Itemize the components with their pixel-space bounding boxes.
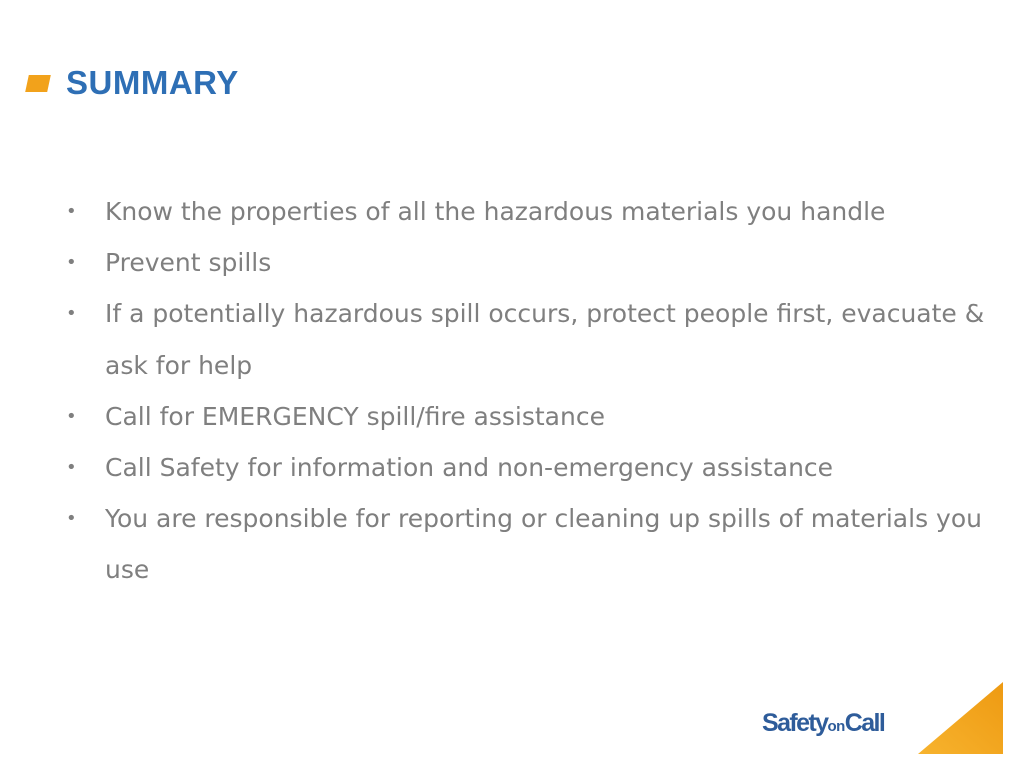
logo-text-on: on [827,718,845,735]
bullet-text: If a potentially hazardous spill occurs, protect people first, evacuate & ask for help [105,299,985,380]
bullet-text: You are responsible for reporting or cleaning up spills of materials you use [105,504,982,585]
bullet-dot-icon: • [66,405,77,427]
bullet-dot-icon: • [66,303,77,325]
corner-triangle-decoration [918,682,1003,754]
bullet-text: Know the properties of all the hazardous materials you handle [105,197,886,226]
bullet-item [60,237,990,288]
bullet-text: Call for EMERGENCY spill/fire assistance [105,401,605,431]
bullet-item [60,442,990,493]
bullet-text: Call Safety for information and non-emergency assistance [105,453,834,483]
bullet-item [60,186,990,237]
bullet-item [60,391,990,442]
bullet-dot-icon: • [66,201,77,222]
bullet-item [60,288,990,390]
bullet-list [60,186,990,596]
slide-title: SUMMARY [66,64,239,101]
bullet-text: Prevent spills [105,248,272,278]
logo-text-call: Call [844,709,885,737]
title-marker-shape [25,75,51,92]
bullet-dot-icon: • [66,252,77,274]
logo-text-safety: Safety [762,709,828,737]
bullet-dot-icon: • [66,457,77,479]
bullet-dot-icon: • [66,508,77,530]
safety-on-call-logo [762,708,884,742]
bullet-item [60,493,990,595]
